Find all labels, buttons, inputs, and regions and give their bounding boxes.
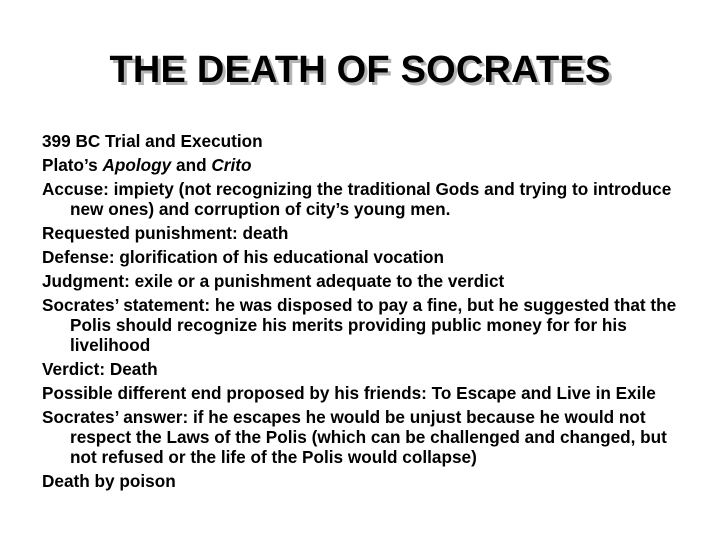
bullet-judgment [42, 271, 682, 291]
bullet-death [42, 471, 682, 491]
bullet-list [42, 131, 682, 491]
bullet-alternative-end [42, 383, 682, 403]
bullet-text: Socrates’ answer: if he escapes he would be unjust because he would not respect the Laws of the Polis (which can be challenged and changed, but not refused or the life of the Polis would collapse) [42, 407, 667, 467]
bullet-text: Accuse: impiety (not recognizing the traditional Gods and trying to introduce new ones) and corruption of city’s young men. [42, 179, 672, 219]
bullet-statement [42, 295, 682, 355]
bullet-text: Requested punishment: death [42, 223, 289, 243]
bullet-conjunction: and [171, 155, 212, 175]
slide-title: THE DEATH OF SOCRATES [109, 49, 611, 91]
bullet-text: Death by poison [42, 471, 176, 491]
work-title-crito: Crito [211, 155, 252, 175]
bullet-requested-punishment [42, 223, 682, 243]
bullet-answer [42, 407, 682, 467]
bullet-defense [42, 247, 682, 267]
bullet-sources [42, 155, 682, 175]
bullet-accusation [42, 179, 682, 219]
bullet-verdict [42, 359, 682, 379]
bullet-text: Socrates’ statement: he was disposed to pay a fine, but he suggested that the Polis should recognize his merits providing public money for for his livelihood [42, 295, 677, 355]
bullet-text: Possible different end proposed by his friends: To Escape and Live in Exile [42, 383, 656, 403]
bullet-trial [42, 131, 682, 151]
bullet-text: Judgment: exile or a punishment adequate to the verdict [42, 271, 505, 291]
bullet-text: Defense: glorification of his educational vocation [42, 247, 445, 267]
work-title-apology: Apology [102, 155, 172, 175]
bullet-prefix: Plato’s [42, 155, 103, 175]
bullet-text: Verdict: Death [42, 359, 158, 379]
bullet-text: 399 BC Trial and Execution [42, 131, 263, 151]
